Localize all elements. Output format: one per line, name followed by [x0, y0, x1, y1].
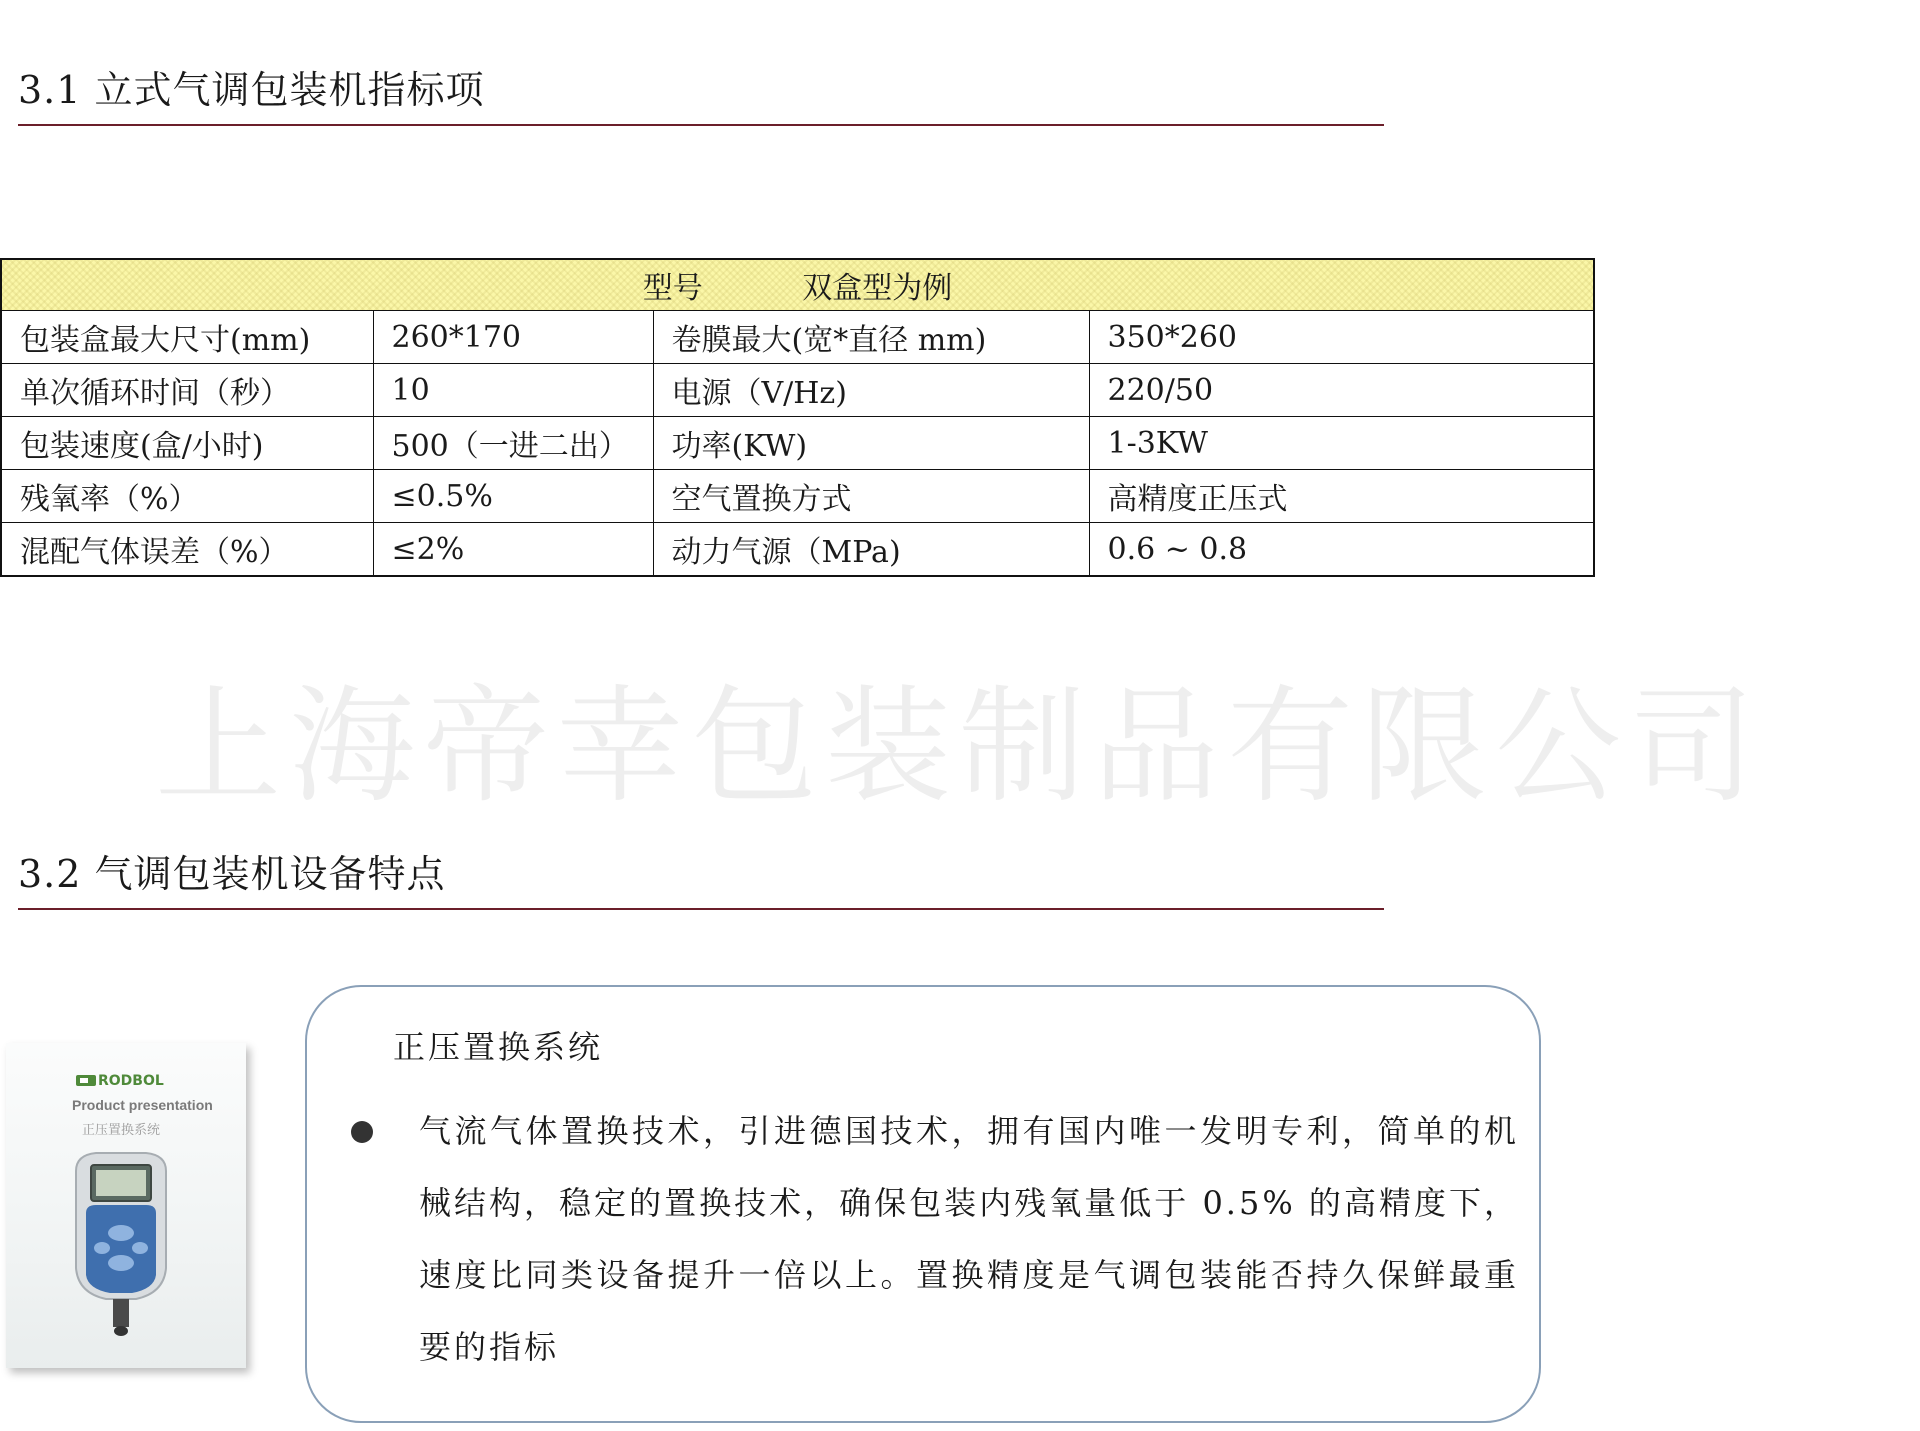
- feature-description: 气流气体置换技术，引进德国技术，拥有国内唯一发明专利，简单的机械结构，稳定的置换技术，确保包装内残氧量低于 0.5% 的高精度下，速度比同类设备提升一倍以上。置换精度是气调包装能否持久保鲜最重要的指标: [419, 1112, 1519, 1366]
- handheld-analyzer-icon: [76, 1153, 166, 1336]
- section-heading-features: 3.2 气调包装机设备特点: [18, 850, 1384, 910]
- table-row: [1, 311, 1594, 364]
- row-value: 高精度正压式: [1089, 470, 1594, 523]
- feature-title: 正压置换系统: [393, 1028, 604, 1066]
- company-watermark: 上海帝幸包装制品有限公司: [155, 673, 1763, 820]
- brand-caption: Product presentation: [72, 1097, 213, 1113]
- brand-subtitle: 正压置换系统: [82, 1123, 161, 1138]
- row-value: 500（一进二出）: [373, 417, 653, 470]
- feature-box: [305, 985, 1541, 1423]
- row-value: 220/50: [1089, 364, 1594, 417]
- row-value: 260*170: [373, 311, 653, 364]
- row-label: 包装速度(盒/小时): [1, 417, 373, 470]
- row-label: 残氧率（%）: [1, 470, 373, 523]
- table-row: [1, 470, 1594, 523]
- product-illustration: [6, 1043, 246, 1368]
- table-header-row: [1, 259, 1594, 311]
- row-label: 电源（V/Hz): [653, 364, 1089, 417]
- product-image: [6, 1043, 246, 1368]
- row-label: 单次循环时间（秒）: [1, 364, 373, 417]
- section-heading-specs: 3.1 立式气调包装机指标项: [18, 66, 1384, 126]
- table-row: [1, 523, 1594, 577]
- row-value: 350*260: [1089, 311, 1594, 364]
- spec-table: [0, 258, 1595, 577]
- row-value: ≤2%: [373, 523, 653, 577]
- row-label: 混配气体误差（%）: [1, 523, 373, 577]
- brand-logo-icon: [76, 1075, 96, 1086]
- row-value: 1-3KW: [1089, 417, 1594, 470]
- table-header-cell: [1, 259, 1594, 311]
- row-label: 动力气源（MPa): [653, 523, 1089, 577]
- table-header-label: 型号: [642, 271, 703, 306]
- row-label: 包装盒最大尺寸(mm): [1, 311, 373, 364]
- table-row: [1, 417, 1594, 470]
- row-value: 10: [373, 364, 653, 417]
- row-label: 卷膜最大(宽*直径 mm): [653, 311, 1089, 364]
- table-header-value: 双盒型为例: [802, 271, 953, 306]
- row-value: 0.6 ~ 0.8: [1089, 523, 1594, 577]
- bullet-icon: [351, 1121, 373, 1143]
- table-row: [1, 364, 1594, 417]
- row-label: 空气置换方式: [653, 470, 1089, 523]
- row-label: 功率(KW): [653, 417, 1089, 470]
- brand-name: RODBOL: [98, 1073, 164, 1089]
- row-value: ≤0.5%: [373, 470, 653, 523]
